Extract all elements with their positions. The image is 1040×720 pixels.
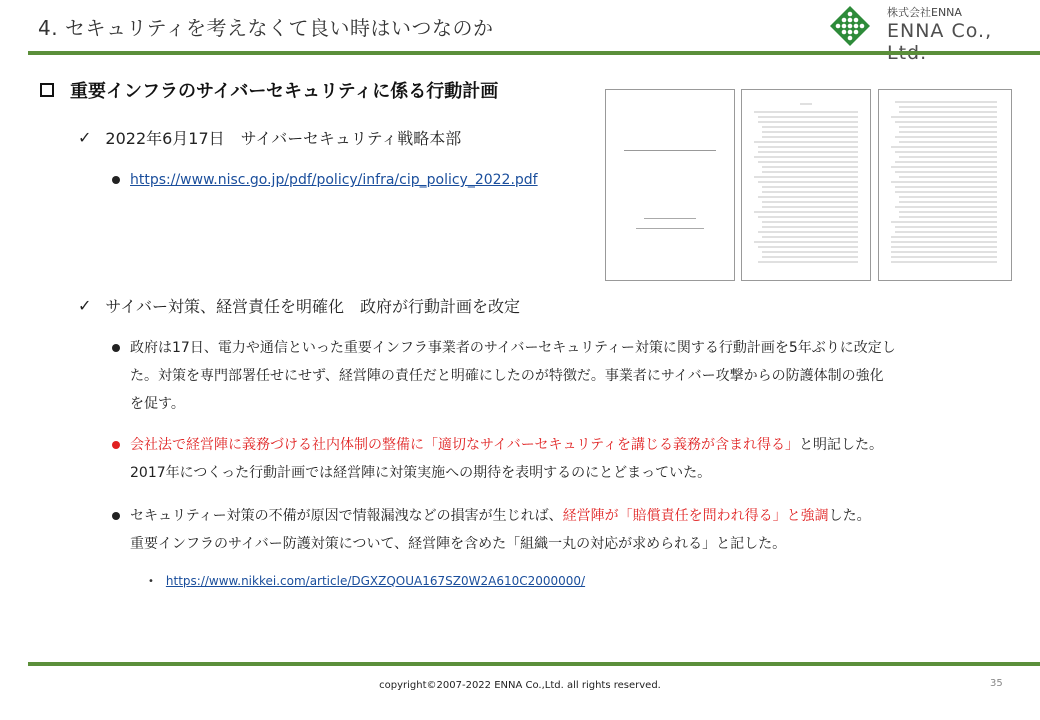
small-bullet-icon: • — [148, 575, 154, 587]
check-item-date — [78, 126, 461, 149]
page-title: 4. セキュリティを考えなくて良い時はいつなのか — [38, 16, 494, 40]
bullet-item-2-highlight: 会社法で経営陣に義務づける社内体制の整備に「適切なサイバーセキュリティを講じる義務が含まれ得る」 — [130, 437, 800, 453]
check-item-news-text: サイバー対策、経営責任を明確化 政府が行動計画を改定 — [105, 297, 520, 316]
footer-divider — [28, 662, 1040, 666]
bullet-item-1-line-1: 政府は17日、電力や通信といった重要インフラ事業者のサイバーセキュリティー対策に関する行動計画を5年ぶりに改定し — [130, 340, 896, 356]
document-toc-thumbnail-1 — [741, 89, 871, 281]
bullet-item-3-highlight: 経営陣が「賠償責任を問われ得る」と強調 — [562, 508, 829, 524]
bullet-item-1 — [112, 334, 1012, 418]
nikkei-link-row — [148, 574, 585, 588]
nisc-pdf-link[interactable]: https://www.nisc.go.jp/pdf/policy/infra/cip_policy_2022.pdf — [130, 172, 538, 188]
nikkei-article-link[interactable]: https://www.nikkei.com/article/DGXZQOUA167SZ0W2A610C2000000/ — [165, 574, 586, 588]
section-heading: 重要インフラのサイバーセキュリティに係る行動計画 — [70, 81, 499, 102]
company-logo — [830, 4, 1030, 48]
bullet-item-2-tail: と明記した。 — [799, 437, 884, 453]
page-number: 35 — [990, 678, 1003, 689]
bullet-item-3-line-1 — [130, 502, 871, 530]
check-item-news — [78, 294, 520, 317]
bullet-item-2-text — [130, 431, 883, 487]
document-cover-thumbnail — [605, 89, 735, 281]
bullet-item-3-text — [130, 502, 871, 558]
bullet-item-1-text — [130, 334, 896, 418]
checkmark-icon: ✓ — [78, 128, 92, 147]
checkmark-icon: ✓ — [78, 296, 92, 315]
bullet-item-2-line-2: 2017年につくった行動計画では経営陣に対策実施への期待を表明するのにとどまっていた。 — [130, 465, 712, 481]
section-heading-row — [40, 77, 498, 103]
logo-company-name-jp: 株式会社ENNA — [887, 6, 962, 19]
bullet-icon — [112, 344, 120, 352]
bullet-item-3-pre: セキュリティー対策の不備が原因で情報漏洩などの損害が生じれば、 — [130, 508, 563, 524]
bullet-icon — [112, 512, 120, 520]
bullet-icon — [112, 441, 120, 449]
bullet-icon — [112, 176, 120, 184]
logo-company-name: ENNA Co., — [887, 20, 993, 42]
bullet-item-3-line-2: 重要インフラのサイバー防護対策について、経営陣を含めた「組織一丸の対応が求められる」と記した。 — [130, 536, 787, 552]
bullet-item-2-line-1 — [130, 431, 883, 459]
square-bullet-icon — [40, 83, 54, 97]
bullet-item-2 — [112, 431, 1012, 487]
header-divider — [28, 51, 1040, 55]
bullet-item-3 — [112, 502, 1012, 558]
dot-grid-logo-icon — [830, 6, 870, 46]
document-toc-thumbnail-2 — [878, 89, 1012, 281]
check-item-date-text: 2022年6月17日 サイバーセキュリティ戦略本部 — [105, 129, 462, 148]
footer-copyright: copyright©2007-2022 ENNA Co.,Ltd. all rights reserved. — [379, 680, 661, 691]
bullet-item-1-line-3: を促す。 — [130, 396, 185, 412]
bullet-item-1-line-2: た。対策を専門部署任せにせず、経営陣の責任だと明確にしたのが特徴だ。事業者にサイバー攻撃からの防護体制の強化 — [130, 368, 884, 384]
bullet-item-3-post: した。 — [828, 508, 871, 524]
bullet-link-nisc — [112, 166, 538, 194]
